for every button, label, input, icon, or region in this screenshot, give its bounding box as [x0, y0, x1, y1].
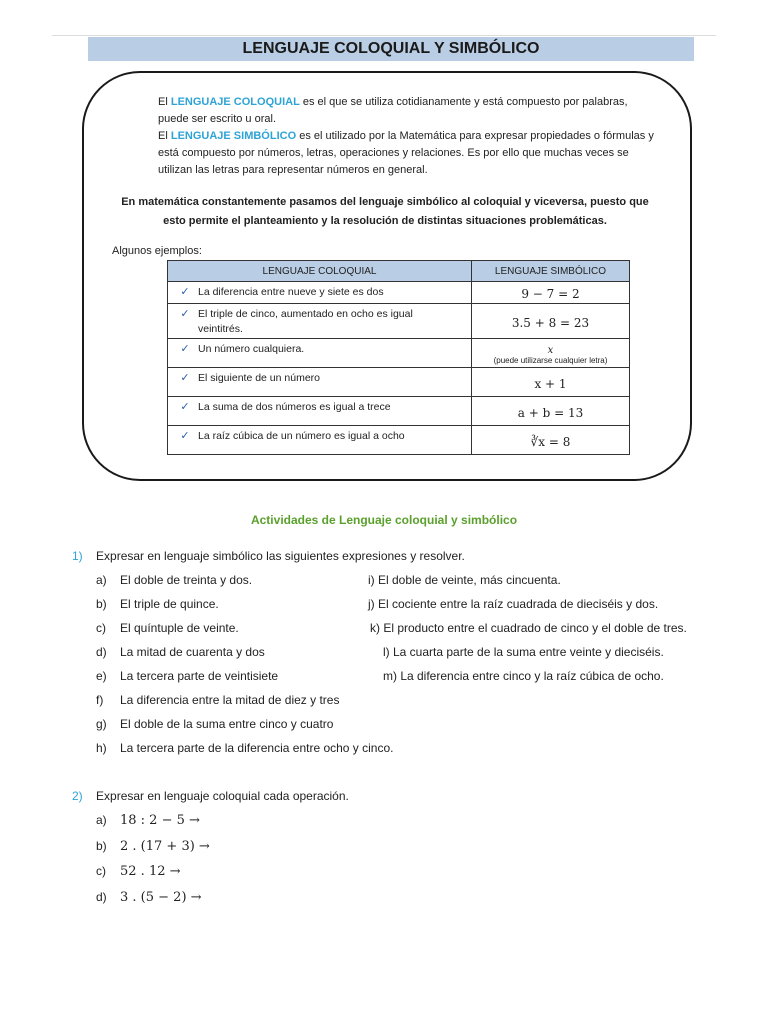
bold-statement: En matemática constantemente pasamos del lenguaje simbólico al coloquial y viceversa, puesto que esto permite el planteamiento y la resolución de distintas situaciones problemáticas.: [121, 196, 649, 227]
check-icon: ✓: [180, 430, 190, 442]
intro-text: [112, 94, 658, 179]
table-row: ✓ Un número cualquiera. x (puede utilizarse cualquier letra): [168, 339, 630, 368]
list-item: a) 18 : 2 − 5 →: [96, 813, 200, 828]
list-item: c) El quíntuple de veinte.: [96, 621, 239, 635]
list-item: m) La diferencia entre cinco y la raíz cúbica de ocho.: [383, 669, 664, 683]
examples-label: Algunos ejemplos:: [112, 245, 202, 257]
symbolic-expression: 9 − 7 = 2: [472, 282, 630, 304]
list-item: g) El doble de la suma entre cinco y cuatro: [96, 717, 334, 731]
list-item: b) 2 . (17 + 3) →: [96, 839, 210, 854]
list-item: h) La tercera parte de la diferencia entre ocho y cinco.: [96, 741, 394, 755]
symbolic-expression: ∛x = 8: [472, 426, 630, 455]
simbolico-definition: El LENGUAJE SIMBÓLICO es el utilizado por la Matemática para expresar propiedades o fórmulas y está compuesto por números, letras, operaciones y relaciones. Es por ello que muchas veces se utilizan las letras para representar números en general.: [158, 130, 654, 176]
any-letter-note: (puede utilizarse cualquier letra): [493, 355, 608, 365]
question-number: 2): [72, 789, 83, 803]
list-item: l) La cuarta parte de la suma entre veinte y dieciséis.: [383, 645, 664, 659]
check-icon: ✓: [180, 343, 190, 355]
list-item: j) El cociente entre la raíz cuadrada de dieciséis y dos.: [368, 597, 659, 611]
list-item: f) La diferencia entre la mitad de diez y tres: [96, 693, 340, 707]
symbolic-expression: 3.5 + 8 = 23: [472, 304, 630, 339]
check-icon: ✓: [180, 308, 190, 320]
math-expression: 18 : 2 − 5 →: [120, 813, 200, 828]
list-item: i) El doble de veinte, más cincuenta.: [368, 573, 561, 587]
top-rule: [52, 35, 716, 36]
list-item: c) 52 . 12 →: [96, 864, 181, 879]
math-expression: 2 . (17 + 3) →: [120, 839, 210, 854]
check-icon: ✓: [180, 372, 190, 384]
header-simbolico: LENGUAJE SIMBÓLICO: [472, 261, 630, 282]
coloquial-definition: El LENGUAJE COLOQUIAL es el que se utiliza cotidianamente y está compuesto por palabras, puede ser escrito u oral.: [158, 96, 628, 125]
table-row: ✓ El triple de cinco, aumentado en ocho es igual veintitrés. 3.5 + 8 = 23: [168, 304, 630, 339]
check-icon: ✓: [180, 401, 190, 413]
list-item: d) 3 . (5 − 2) →: [96, 890, 202, 905]
list-item: a) El doble de treinta y dos.: [96, 573, 253, 587]
table-row: ✓ La diferencia entre nueve y siete es dos 9 − 7 = 2: [168, 282, 630, 304]
question-1: [72, 549, 465, 563]
symbolic-expression: x (puede utilizarse cualquier letra): [472, 339, 630, 368]
check-icon: ✓: [180, 286, 190, 298]
list-item: k) El producto entre el cuadrado de cinco y el doble de tres.: [370, 621, 687, 635]
list-item: d) La mitad de cuarenta y dos: [96, 645, 265, 659]
activities-title: Actividades de Lenguaje coloquial y simbólico: [250, 513, 518, 527]
math-expression: 3 . (5 − 2) →: [120, 890, 202, 905]
coloquial-term: LENGUAJE COLOQUIAL: [170, 96, 300, 108]
question-text: Expresar en lenguaje simbólico las siguientes expresiones y resolver.: [96, 549, 465, 563]
examples-table: [167, 260, 630, 455]
table-row: ✓ La suma de dos números es igual a trece a + b = 13: [168, 397, 630, 426]
question-number: 1): [72, 549, 83, 563]
question-2: [72, 789, 349, 803]
symbolic-expression: a + b = 13: [472, 397, 630, 426]
table-row: ✓ La raíz cúbica de un número es igual a ocho ∛x = 8: [168, 426, 630, 455]
symbolic-expression: x + 1: [472, 368, 630, 397]
math-expression: 52 . 12 →: [120, 864, 181, 879]
list-item: b) El triple de quince.: [96, 597, 219, 611]
header-coloquial: LENGUAJE COLOQUIAL: [168, 261, 472, 282]
page-title: LENGUAJE COLOQUIAL Y SIMBÓLICO: [88, 37, 694, 61]
question-text: Expresar en lenguaje coloquial cada operación.: [96, 789, 349, 803]
list-item: e) La tercera parte de veintisiete: [96, 669, 279, 683]
table-row: ✓ El siguiente de un número x + 1: [168, 368, 630, 397]
simbolico-term: LENGUAJE SIMBÓLICO: [170, 130, 297, 142]
